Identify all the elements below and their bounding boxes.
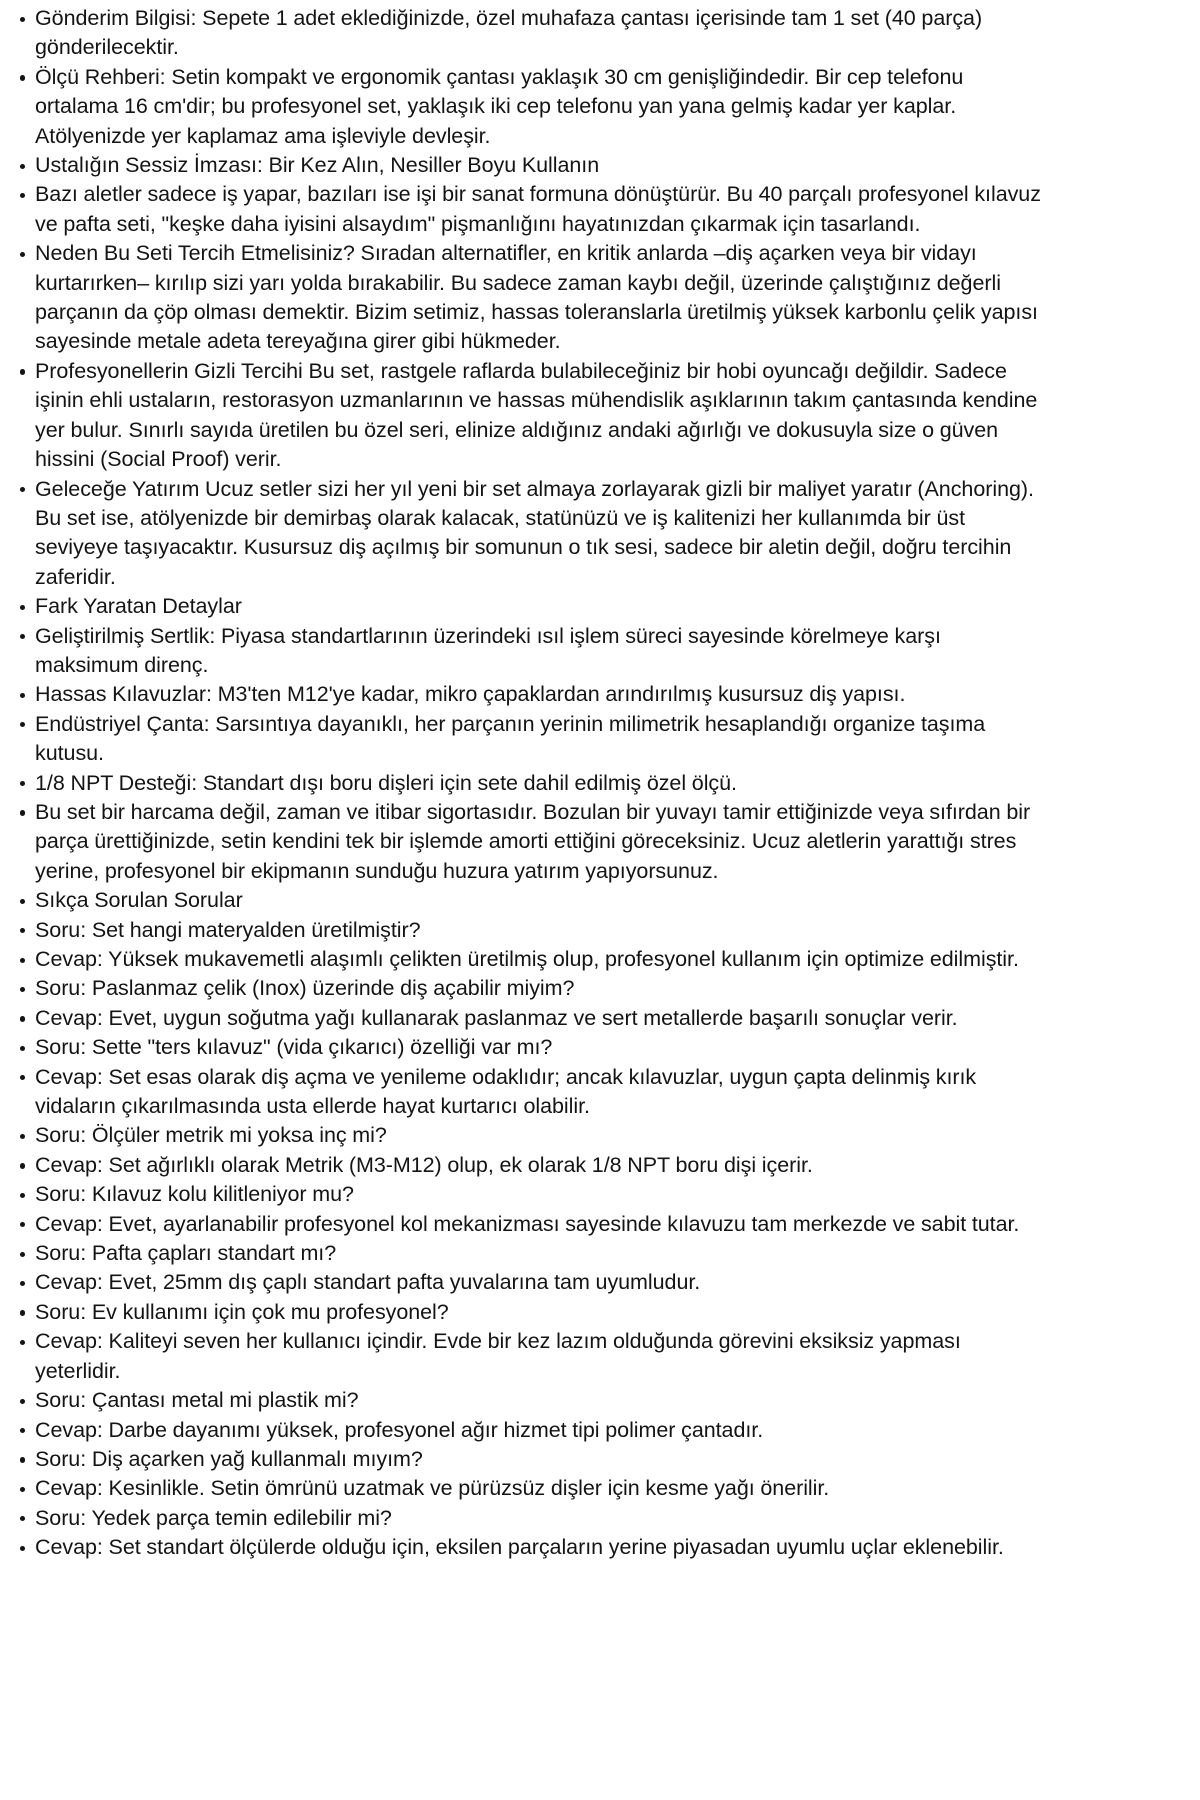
bullet-list-item: Cevap: Set esas olarak diş açma ve yenileme odaklıdır; ancak kılavuzlar, uygun çapta delinmiş kırık vidaların çıkarılmasında usta ellerde hayat kurtarıcı olabilir.: [0, 1063, 1050, 1122]
bullet-list-item: Profesyonellerin Gizli Tercihi Bu set, rastgele raflarda bulabileceğiniz bir hobi oyuncağı değildir. Sadece işinin ehli ustaların, restorasyon uzmanlarının ve hassas mühendislik aşıklarının takım çantasında kendine yer bulur. Sınırlı sayıda üretilen bu özel seri, elinize aldığınız andaki ağırlığı ve dokusuyla size o güven hissini (Social Proof) verir.: [0, 357, 1050, 475]
bullet-list-item: Cevap: Evet, uygun soğutma yağı kullanarak paslanmaz ve sert metallerde başarılı sonuçlar verir.: [0, 1004, 1050, 1033]
bullet-list-item: Soru: Çantası metal mi plastik mi?: [0, 1386, 1050, 1415]
bullet-list-item: Cevap: Evet, ayarlanabilir profesyonel kol mekanizması sayesinde kılavuzu tam merkezde ve sabit tutar.: [0, 1210, 1050, 1239]
bullet-list-item: Ustalığın Sessiz İmzası: Bir Kez Alın, Nesiller Boyu Kullanın: [0, 151, 1050, 180]
bullet-list-item: Cevap: Kesinlikle. Setin ömrünü uzatmak ve pürüzsüz dişler için kesme yağı önerilir.: [0, 1474, 1050, 1503]
bullet-list-item: Cevap: Set ağırlıklı olarak Metrik (M3-M12) olup, ek olarak 1/8 NPT boru dişi içerir.: [0, 1151, 1050, 1180]
bullet-list-item: Cevap: Evet, 25mm dış çaplı standart pafta yuvalarına tam uyumludur.: [0, 1268, 1050, 1297]
bullet-list-item: Soru: Paslanmaz çelik (Inox) üzerinde diş açabilir miyim?: [0, 974, 1050, 1003]
bullet-list-item: Geleceğe Yatırım Ucuz setler sizi her yıl yeni bir set almaya zorlayarak gizli bir maliyet yaratır (Anchoring). Bu set ise, atölyenizde bir demirbaş olarak kalacak, statünüzü ve iş kalitenizi her kullanımda bir üst seviyeye taşıyacaktır. Kusursuz diş açılmış bir somunun o tık sesi, sadece bir aletin değil, doğru tercihin zaferidir.: [0, 475, 1050, 593]
bullet-list-item: Sıkça Sorulan Sorular: [0, 886, 1050, 915]
bullet-list-item: Soru: Diş açarken yağ kullanmalı mıyım?: [0, 1445, 1050, 1474]
product-description-bullet-list: [0, 4, 1050, 1563]
bullet-list-item: Bazı aletler sadece iş yapar, bazıları ise işi bir sanat formuna dönüştürür. Bu 40 parçalı profesyonel kılavuz ve pafta seti, "keşke daha iyisini alsaydım" pişmanlığını hayatınızdan çıkarmak için tasarlandı.: [0, 180, 1050, 239]
bullet-list-item: Soru: Ölçüler metrik mi yoksa inç mi?: [0, 1121, 1050, 1150]
bullet-list-item: Cevap: Kaliteyi seven her kullanıcı içindir. Evde bir kez lazım olduğunda görevini eksiksiz yapması yeterlidir.: [0, 1327, 1050, 1386]
bullet-list-item: Geliştirilmiş Sertlik: Piyasa standartlarının üzerindeki ısıl işlem süreci sayesinde körelmeye karşı maksimum direnç.: [0, 622, 1050, 681]
bullet-list-item: Cevap: Yüksek mukavemetli alaşımlı çelikten üretilmiş olup, profesyonel kullanım için optimize edilmiştir.: [0, 945, 1050, 974]
bullet-list-item: Neden Bu Seti Tercih Etmelisiniz? Sıradan alternatifler, en kritik anlarda –diş açarken veya bir vidayı kurtarırken– kırılıp sizi yarı yolda bırakabilir. Bu sadece zaman kaybı değil, üzerinde çalıştığınız değerli parçanın da çöp olması demektir. Bizim setimiz, hassas toleranslarla üretilmiş yüksek karbonlu çelik yapısı sayesinde metale adeta tereyağına girer gibi hükmeder.: [0, 239, 1050, 357]
bullet-list-item: Ölçü Rehberi: Setin kompakt ve ergonomik çantası yaklaşık 30 cm genişliğindedir. Bir cep telefonu ortalama 16 cm'dir; bu profesyonel set, yaklaşık iki cep telefonu yan yana gelmiş kadar yer kaplar. Atölyenizde yer kaplamaz ama işleviyle devleşir.: [0, 63, 1050, 151]
bullet-list-item: Gönderim Bilgisi: Sepete 1 adet eklediğinizde, özel muhafaza çantası içerisinde tam 1 set (40 parça) gönderilecektir.: [0, 4, 1050, 63]
bullet-list-item: Soru: Yedek parça temin edilebilir mi?: [0, 1504, 1050, 1533]
bullet-list-item: Soru: Set hangi materyalden üretilmiştir?: [0, 916, 1050, 945]
bullet-list-item: Endüstriyel Çanta: Sarsıntıya dayanıklı, her parçanın yerinin milimetrik hesaplandığı organize taşıma kutusu.: [0, 710, 1050, 769]
bullet-list-item: Fark Yaratan Detaylar: [0, 592, 1050, 621]
bullet-list-item: Cevap: Set standart ölçülerde olduğu için, eksilen parçaların yerine piyasadan uyumlu uçlar eklenebilir.: [0, 1533, 1050, 1562]
bullet-list-item: Soru: Kılavuz kolu kilitleniyor mu?: [0, 1180, 1050, 1209]
bullet-list-item: Soru: Sette "ters kılavuz" (vida çıkarıcı) özelliği var mı?: [0, 1033, 1050, 1062]
bullet-list-item: 1/8 NPT Desteği: Standart dışı boru dişleri için sete dahil edilmiş özel ölçü.: [0, 769, 1050, 798]
bullet-list-item: Cevap: Darbe dayanımı yüksek, profesyonel ağır hizmet tipi polimer çantadır.: [0, 1416, 1050, 1445]
bullet-list-item: Bu set bir harcama değil, zaman ve itibar sigortasıdır. Bozulan bir yuvayı tamir ettiğinizde veya sıfırdan bir parça ürettiğinizde, setin kendini tek bir işlemde amorti ettiğini göreceksiniz. Ucuz aletlerin yarattığı stres yerine, profesyonel bir ekipmanın sunduğu huzura yatırım yapıyorsunuz.: [0, 798, 1050, 886]
bullet-list-item: Hassas Kılavuzlar: M3'ten M12'ye kadar, mikro çapaklardan arındırılmış kusursuz diş yapısı.: [0, 680, 1050, 709]
bullet-list-item: Soru: Pafta çapları standart mı?: [0, 1239, 1050, 1268]
bullet-list-item: Soru: Ev kullanımı için çok mu profesyonel?: [0, 1298, 1050, 1327]
